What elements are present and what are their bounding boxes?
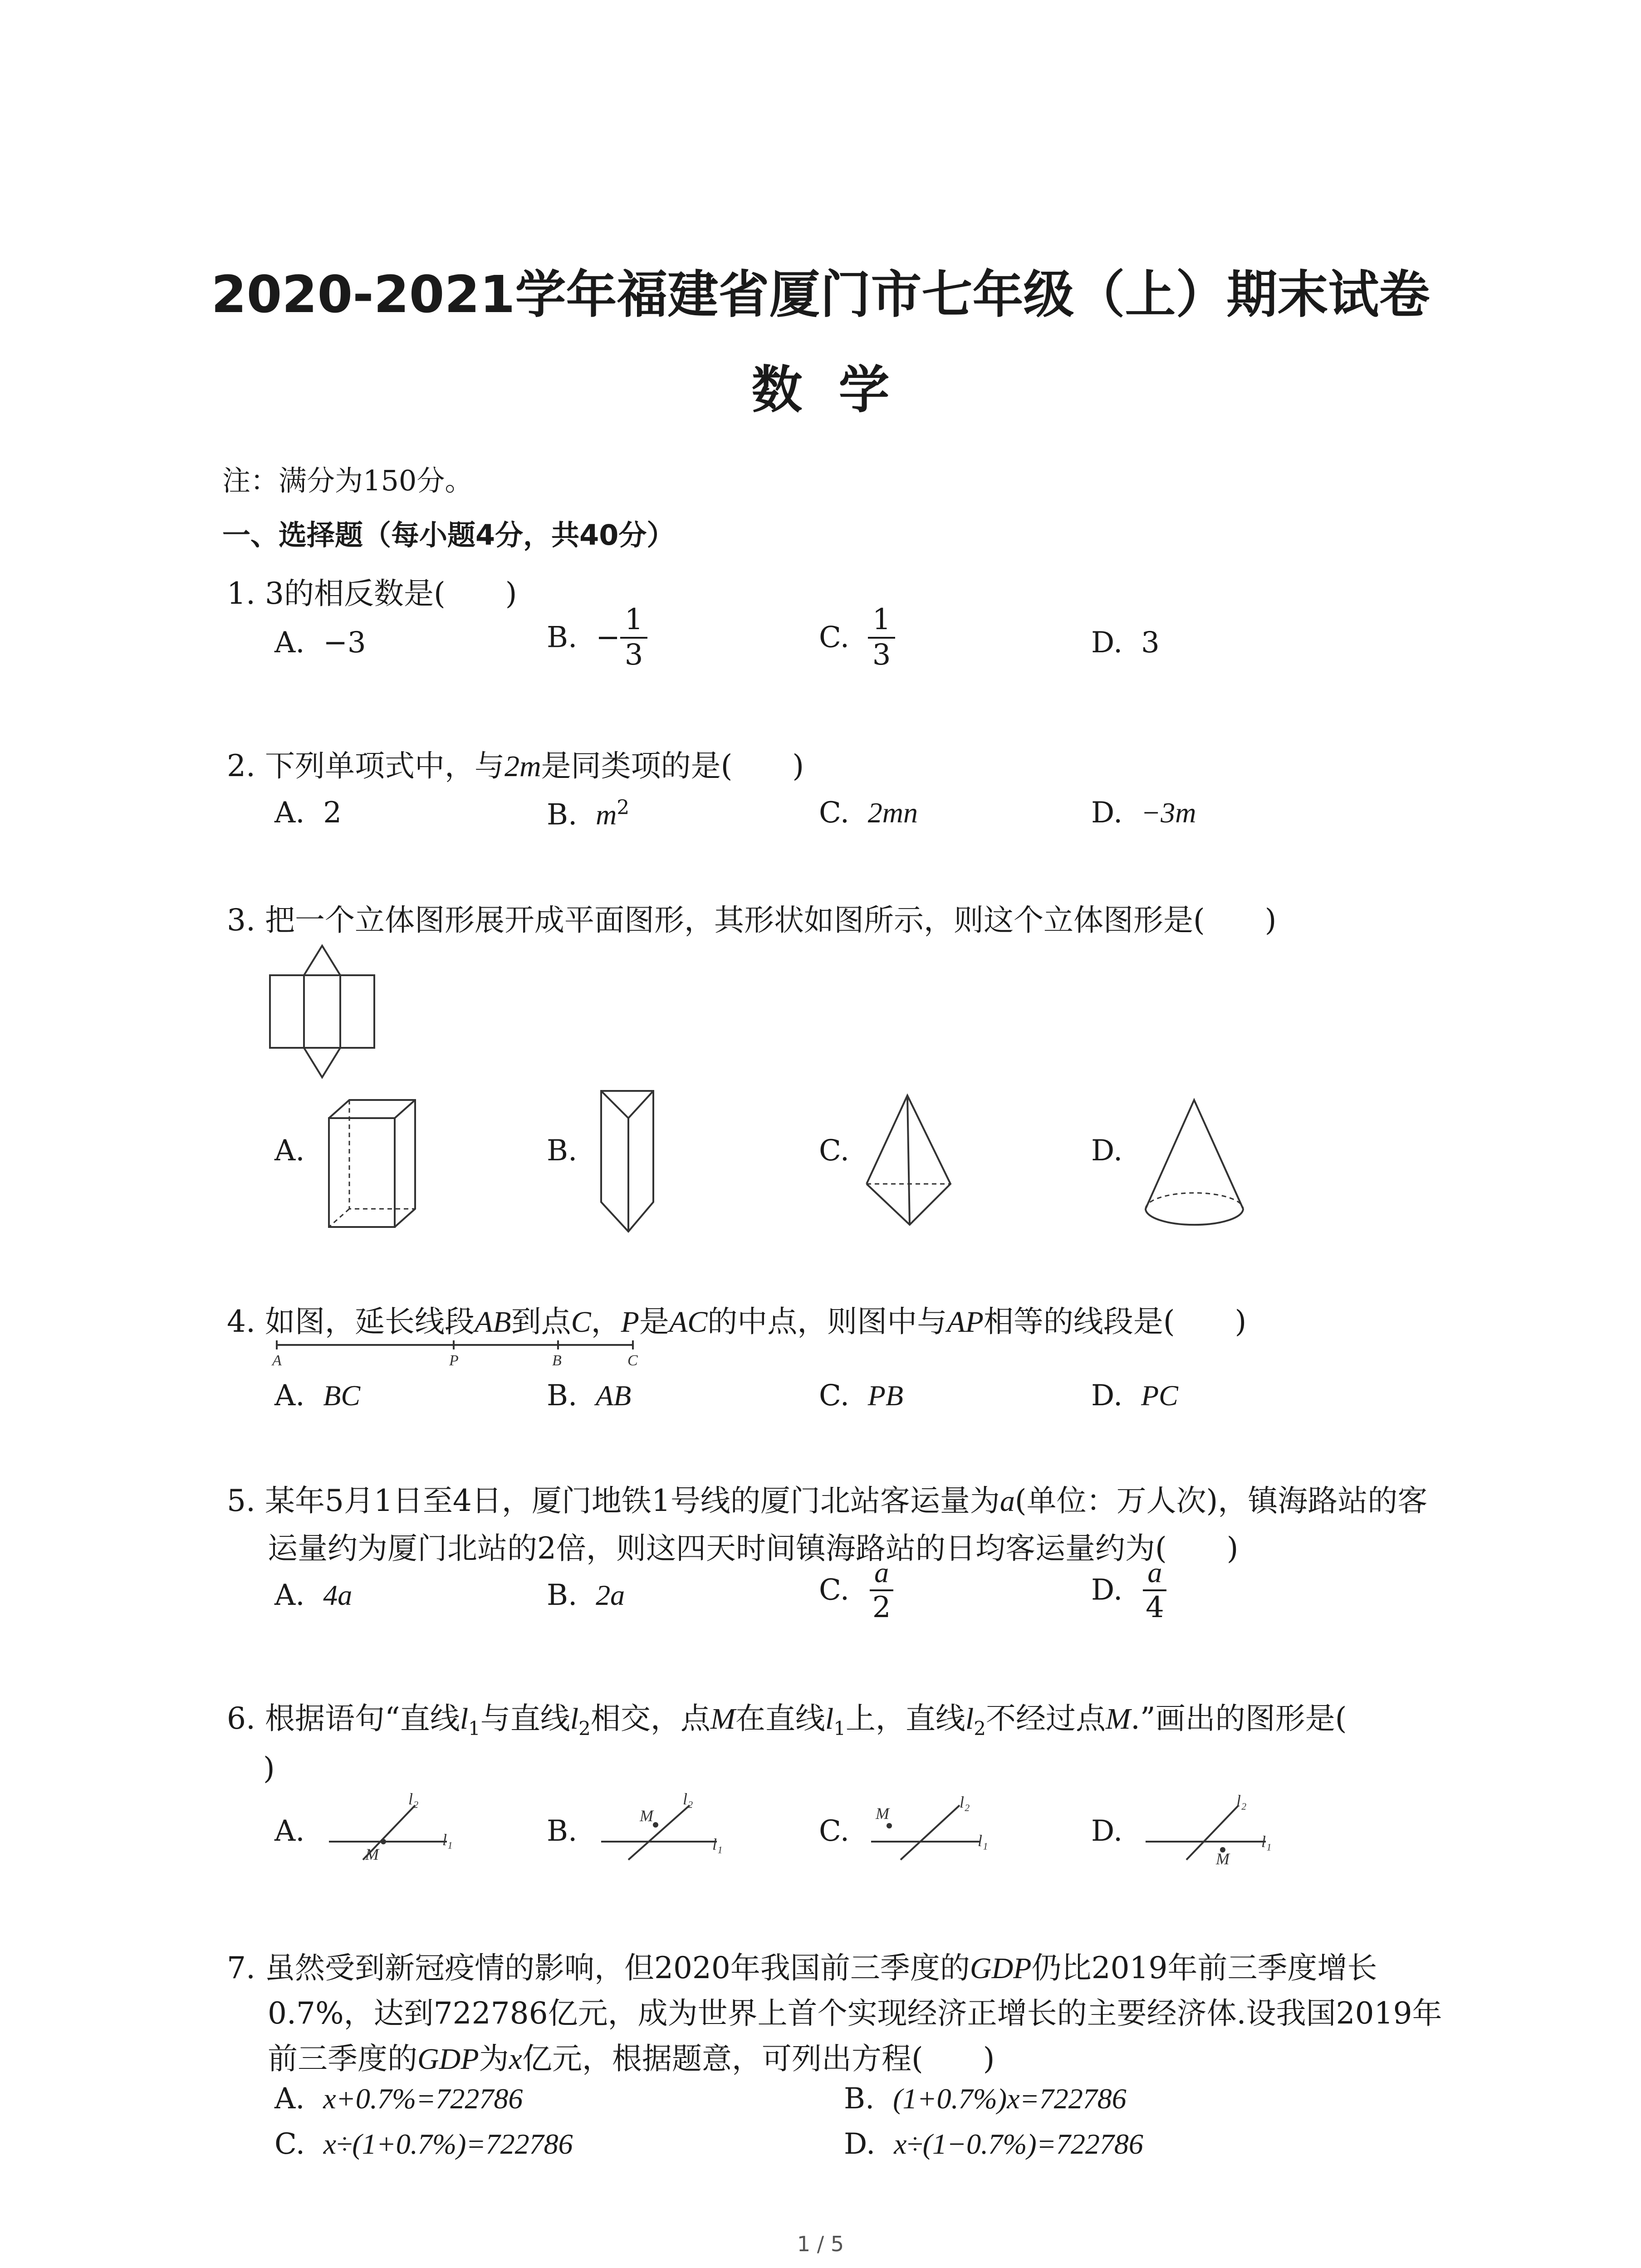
q3-net-figure	[268, 943, 381, 1080]
q1-option-b: B. − $\frac{1}{3}$	[547, 603, 647, 672]
q6-figure-d	[1143, 1792, 1288, 1868]
q6-option-b: B.	[547, 1814, 578, 1848]
q1-option-a: A. −3	[274, 626, 366, 660]
q7-option-a: A. x+0.7%=722786	[274, 2082, 523, 2116]
page-number: 1 / 5	[797, 2232, 844, 2256]
question-5-line-1: 5. 某年5月1日至4日，厦门地铁1号线的厦门北站客运量为a(单位：万人次)，镇海路站的客	[227, 1483, 1428, 1518]
page-subtitle: 数学	[751, 361, 926, 420]
svg-text:M: M	[876, 1804, 889, 1823]
q5-option-c: C. $\frac{a}{2}$	[819, 1556, 895, 1624]
q5-option-a: A. 4a	[274, 1579, 353, 1612]
q5-option-b: B. 2a	[547, 1579, 625, 1612]
q7-option-d: D. x÷(1−0.7%)=722786	[844, 2127, 1143, 2161]
question-6-line-2: )	[263, 1751, 275, 1786]
q6-figure-a	[327, 1790, 472, 1864]
q1-option-c: C. $\frac{1}{3}$	[819, 603, 895, 672]
q4-point-c: C	[627, 1352, 638, 1369]
question-6-line-1: 6. 根据语句“直线$l_1$与直线$l_2$相交，点M在直线$l_1$上，直线$l_2$不经过点M.”画出的图形是(	[227, 1701, 1347, 1740]
svg-text:l₂: l₂	[683, 1790, 693, 1808]
q4-option-d: D. PC	[1091, 1379, 1178, 1413]
question-7-line-1: 7. 虽然受到新冠疫情的影响，但2020年我国前三季度的GDP仍比2019年前三季度增长	[227, 1950, 1377, 1985]
q4-point-p: P	[449, 1352, 459, 1369]
q2-option-d: D. −3m	[1091, 796, 1196, 830]
q4-option-b: B. AB	[547, 1379, 632, 1413]
q3-option-d: D.	[1091, 1134, 1123, 1168]
q6-figure-b	[599, 1790, 744, 1864]
q6-option-d: D.	[1091, 1814, 1123, 1848]
q4-option-c: C. PB	[819, 1379, 903, 1413]
svg-text:l₂: l₂	[1236, 1792, 1247, 1810]
q3-cuboid-figure	[327, 1098, 417, 1229]
question-2-stem: 2. 下列单项式中，与2m是同类项的是( )	[227, 748, 804, 783]
q5-option-d: D. $\frac{a}{4}$	[1091, 1556, 1169, 1624]
q3-prism-figure	[599, 1089, 658, 1234]
q3-cone-figure	[1143, 1098, 1248, 1234]
svg-text:l₂: l₂	[960, 1793, 970, 1811]
question-3-stem: 3. 把一个立体图形展开成平面图形，其形状如图所示，则这个立体图形是( )	[227, 903, 1277, 938]
svg-text:l₁: l₁	[978, 1832, 988, 1850]
question-7-line-3: 前三季度的GDP为x亿元，根据题意，可列出方程( )	[268, 2041, 995, 2076]
q4-point-b: B	[552, 1352, 562, 1369]
svg-text:l₂: l₂	[408, 1790, 419, 1808]
q2-option-c: C. 2mn	[819, 796, 918, 830]
svg-text:l₁: l₁	[1261, 1833, 1272, 1851]
svg-text:M: M	[365, 1845, 379, 1863]
score-note: 注：满分为150分。	[222, 464, 473, 497]
question-5-line-2: 运量约为厦门北站的2倍，则这四天时间镇海路站的日均客运量约为( )	[268, 1531, 1239, 1566]
q1-option-d: D. 3	[1091, 626, 1160, 660]
q6-option-c: C.	[819, 1814, 850, 1848]
q4-segment-figure	[272, 1338, 644, 1370]
q6-figure-c	[869, 1793, 1014, 1864]
svg-text:l₁: l₁	[442, 1831, 453, 1849]
q3-option-a: A.	[274, 1134, 305, 1168]
q6-option-a: A.	[274, 1814, 305, 1848]
question-7-line-2: 0.7%，达到722786亿元，成为世界上首个实现经济正增长的主要经济体.设我国2019年	[268, 1996, 1442, 2031]
q2-option-b: B. $m^2$	[547, 796, 630, 832]
svg-text:M: M	[1216, 1850, 1230, 1868]
question-1-stem: 1. 3的相反数是( )	[227, 576, 517, 611]
q4-option-a: A. BC	[274, 1379, 361, 1413]
svg-text:l₁: l₁	[712, 1835, 723, 1853]
question-4-stem: 4. 如图，延长线段AB到点C，P是AC的中点，则图中与AP相等的线段是( )	[227, 1304, 1247, 1339]
q3-option-c: C.	[819, 1134, 850, 1168]
page-title: 2020-2021学年福建省厦门市七年级（上）期末试卷	[211, 265, 1430, 324]
q4-point-a: A	[272, 1352, 282, 1369]
q3-option-b: B.	[547, 1134, 578, 1168]
section-heading: 一、选择题（每小题4分，共40分）	[222, 518, 675, 552]
q2-option-a: A. 2	[274, 796, 342, 830]
q7-option-b: B. (1+0.7%)x=722786	[844, 2082, 1127, 2116]
q7-option-c: C. x÷(1+0.7%)=722786	[274, 2127, 573, 2161]
svg-text:M: M	[640, 1807, 653, 1825]
q3-pyramid-figure	[864, 1093, 955, 1229]
